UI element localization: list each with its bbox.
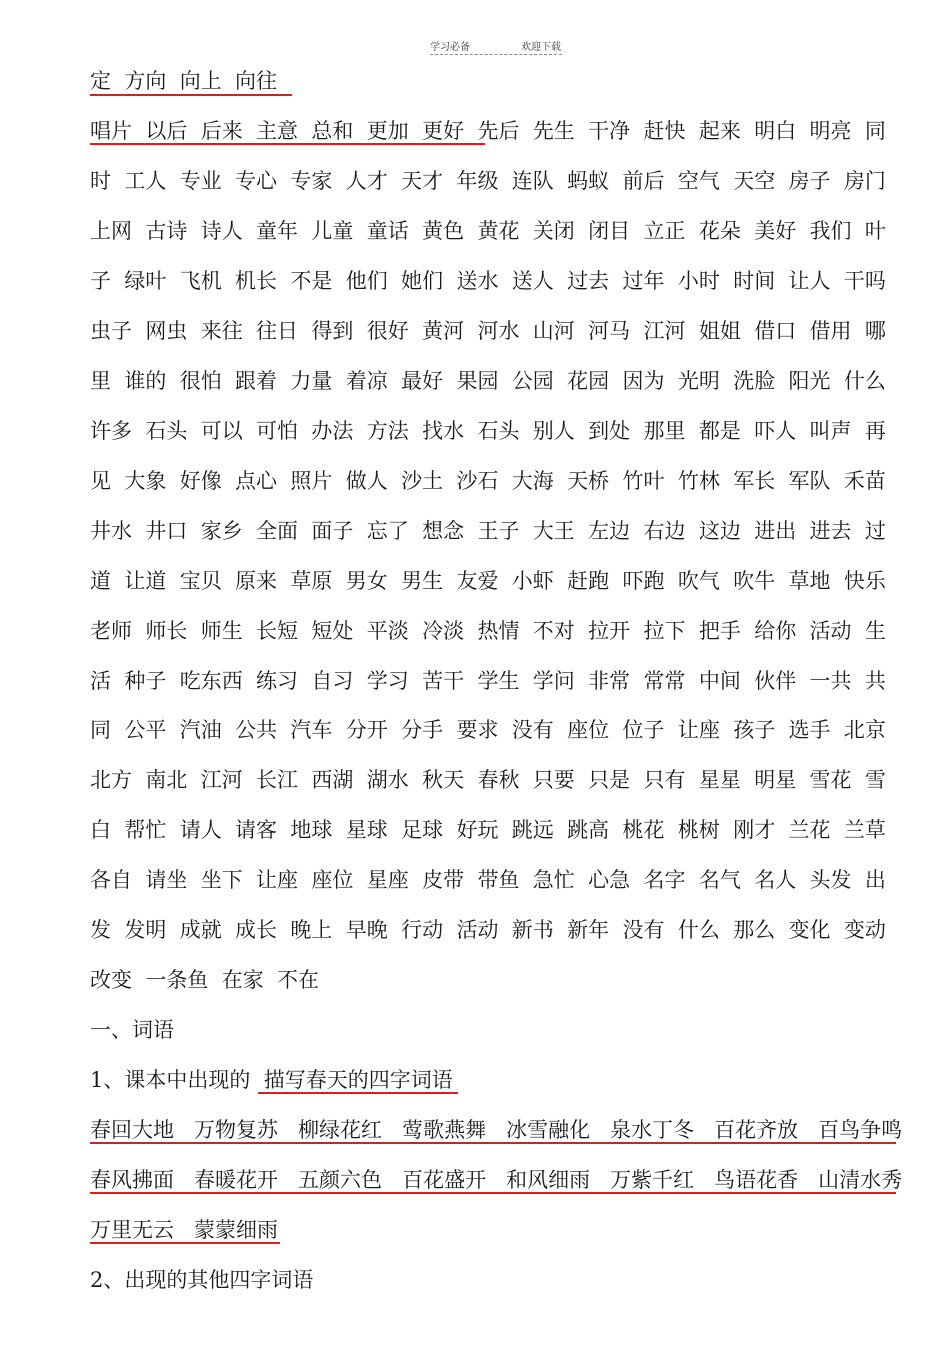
- red-underline: [90, 94, 292, 96]
- text-line-17: 各自 请坐 坐下 让座 座位 星座 皮带 带鱼 急忙 心急 名字 名气 名人 头发 出: [90, 868, 886, 892]
- text-line-spring-2: 春风拂面 春暖花开 五颜六色 百花盛开 和风细雨 万紫千红 鸟语花香 山清水秀: [90, 1168, 903, 1192]
- text-line-3: 时 工人 专业 专心 专家 人才 天才 年级 连队 蚂蚁 前后 空气 天空 房子 房门: [90, 169, 886, 193]
- text-line-1: 定 方向 向上 向往: [90, 69, 278, 93]
- text-line-10: 井水 井口 家乡 全面 面子 忘了 想念 王子 大王 左边 右边 这边 进出 进去 过: [90, 519, 886, 543]
- text-line-9: 见 大象 好像 点心 照片 做人 沙土 沙石 大海 天桥 竹叶 竹林 军长 军队 禾苗: [90, 469, 886, 493]
- red-underline: [258, 1092, 458, 1094]
- text-line-13: 活 种子 吃东西 练习 自习 学习 苦干 学生 学问 非常 常常 中间 伙伴 一共 共: [90, 669, 886, 693]
- text-line-12: 老师 师长 师生 长短 短处 平淡 冷淡 热情 不对 拉开 拉下 把手 给你 活动 生: [90, 619, 886, 643]
- header-divider: [430, 54, 562, 55]
- text-line-19: 改变 一条鱼 在家 不在: [90, 968, 320, 992]
- header-right-text: 欢迎下载: [521, 42, 561, 53]
- text-line-4: 上网 古诗 诗人 童年 儿童 童话 黄色 黄花 关闭 闭目 立正 花朵 美好 我们 叶: [90, 219, 886, 243]
- text-line-7: 里 谁的 很怕 跟着 力量 着凉 最好 果园 公园 花园 因为 光明 洗脸 阳光 什么: [90, 369, 886, 393]
- text-line-8: 许多 石头 可以 可怕 办法 方法 找水 石头 别人 到处 那里 都是 吓人 叫声 再: [90, 419, 886, 443]
- subsection-heading-2: 2、出现的其他四字词语: [90, 1268, 314, 1292]
- header-left-text: 学习必备: [430, 42, 470, 53]
- text-line-14: 同 公平 汽油 公共 汽车 分开 分手 要求 没有 座位 位子 让座 孩子 选手 北京: [90, 718, 886, 742]
- text-line-2: 唱片 以后 后来 主意 总和 更加 更好 先后 先生 干净 赶快 起来 明白 明亮 同: [90, 119, 886, 143]
- section-heading-vocabulary: 一、词语: [90, 1018, 174, 1042]
- subsection-heading-1: 1、课本中出现的 描写春天的四字词语: [90, 1068, 453, 1092]
- text-line-6: 虫子 网虫 来往 往日 得到 很好 黄河 河水 山河 河马 江河 姐姐 借口 借用 哪: [90, 319, 886, 343]
- red-underline: [90, 1242, 280, 1244]
- text-line-5: 子 绿叶 飞机 机长 不是 他们 她们 送水 送人 过去 过年 小时 时间 让人 干吗: [90, 269, 886, 293]
- text-line-15: 北方 南北 江河 长江 西湖 湖水 秋天 春秋 只要 只是 只有 星星 明星 雪花 雪: [90, 768, 886, 792]
- red-underline: [90, 1192, 896, 1194]
- text-line-18: 发 发明 成就 成长 晚上 早晚 行动 活动 新书 新年 没有 什么 那么 变化 变动: [90, 918, 886, 942]
- red-underline: [90, 1142, 896, 1144]
- red-underline: [90, 143, 485, 145]
- text-line-16: 白 帮忙 请人 请客 地球 星球 足球 好玩 跳远 跳高 桃花 桃树 刚才 兰花 兰草: [90, 818, 886, 842]
- text-line-spring-1: 春回大地 万物复苏 柳绿花红 莺歌燕舞 冰雪融化 泉水丁冬 百花齐放 百鸟争鸣: [90, 1118, 903, 1142]
- text-line-spring-3: 万里无云 蒙蒙细雨: [90, 1218, 279, 1242]
- text-line-11: 道 让道 宝贝 原来 草原 男女 男生 友爱 小虾 赶跑 吓跑 吹气 吹牛 草地 快乐: [90, 569, 886, 593]
